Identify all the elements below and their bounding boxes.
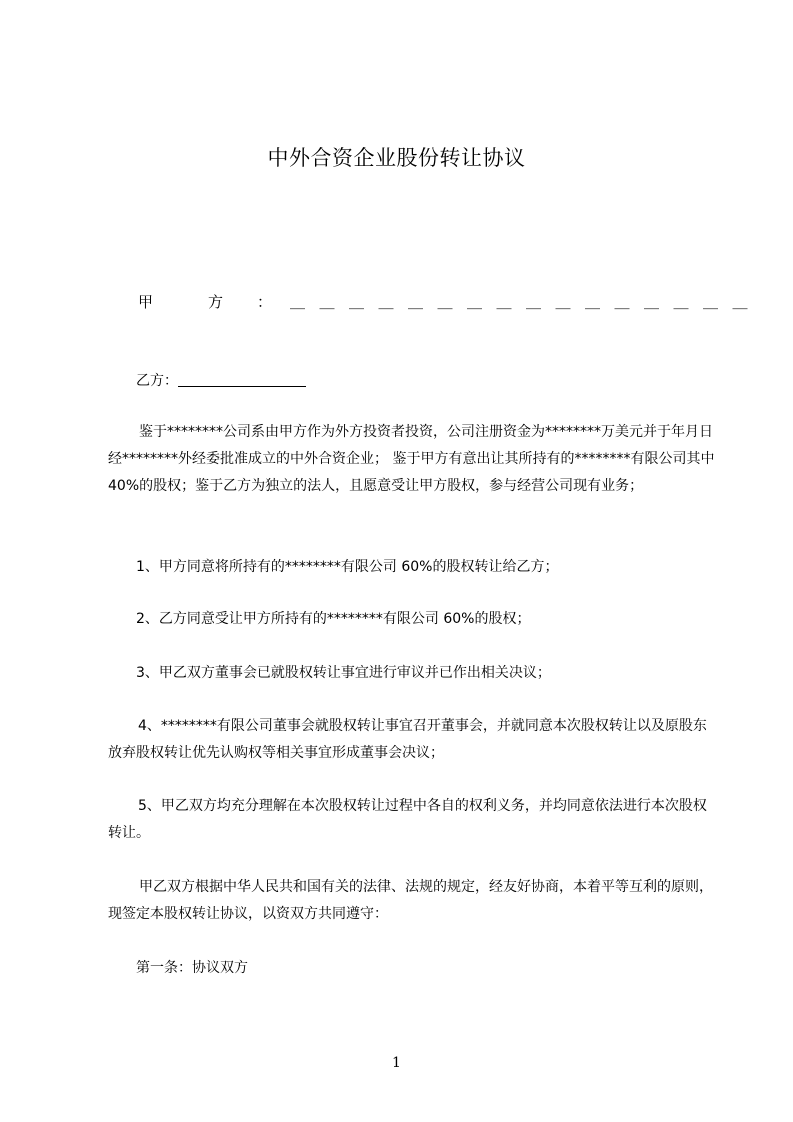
party-a-line [138,291,763,312]
party-a-colon: ： [257,293,273,311]
party-a-label: 甲 方 [138,293,244,311]
item-5: 5、甲乙双方均充分理解在本次股权转让过程中各自的权利义务，并均同意依法进行本次股权转让。 [108,798,707,841]
document-title: 中外合资企业股份转让协议 [267,146,526,170]
item-2: 2、乙方同意受让甲方所持有的********有限公司 60%的股权； [136,611,531,627]
party-b-label: 乙方： [136,373,178,389]
closing-paragraph: 甲乙双方根据中华人民共和国有关的法律、法规的规定，经友好协商，本着平等互利的原则，现签定本股权转让协议，以资双方共同遵守： [108,879,713,922]
item-1: 1、甲方同意将所持有的********有限公司 60%的股权转让给乙方； [136,559,559,575]
page-number: 1 [392,1055,401,1071]
item-3: 3、甲乙双方董事会已就股权转让事宜进行审议并已作出相关决议； [136,665,551,681]
party-a-blank: ＿＿＿＿＿＿＿＿＿＿＿＿＿＿＿＿ [290,293,763,311]
party-b-line [136,370,306,390]
party-b-blank [178,372,306,387]
recital-paragraph: 鉴于********公司系由甲方作为外方投资者投资，公司注册资金为********万美元并于年月日经********外经委批准成立的中外合资企业； 鉴于甲方有意出让其所持有的********有限公司其中 40%的股权；鉴于乙方为独立的法人，且愿意受让甲方股权，参与经营公司现有业务； [108,424,715,494]
article-one-heading: 第一条：协议双方 [136,960,248,976]
item-4: 4、********有限公司董事会就股权转让事宜召开董事会，并就同意本次股权转让以及原股东放弃股权转让优先认购权等相关事宜形成董事会决议； [108,718,707,761]
